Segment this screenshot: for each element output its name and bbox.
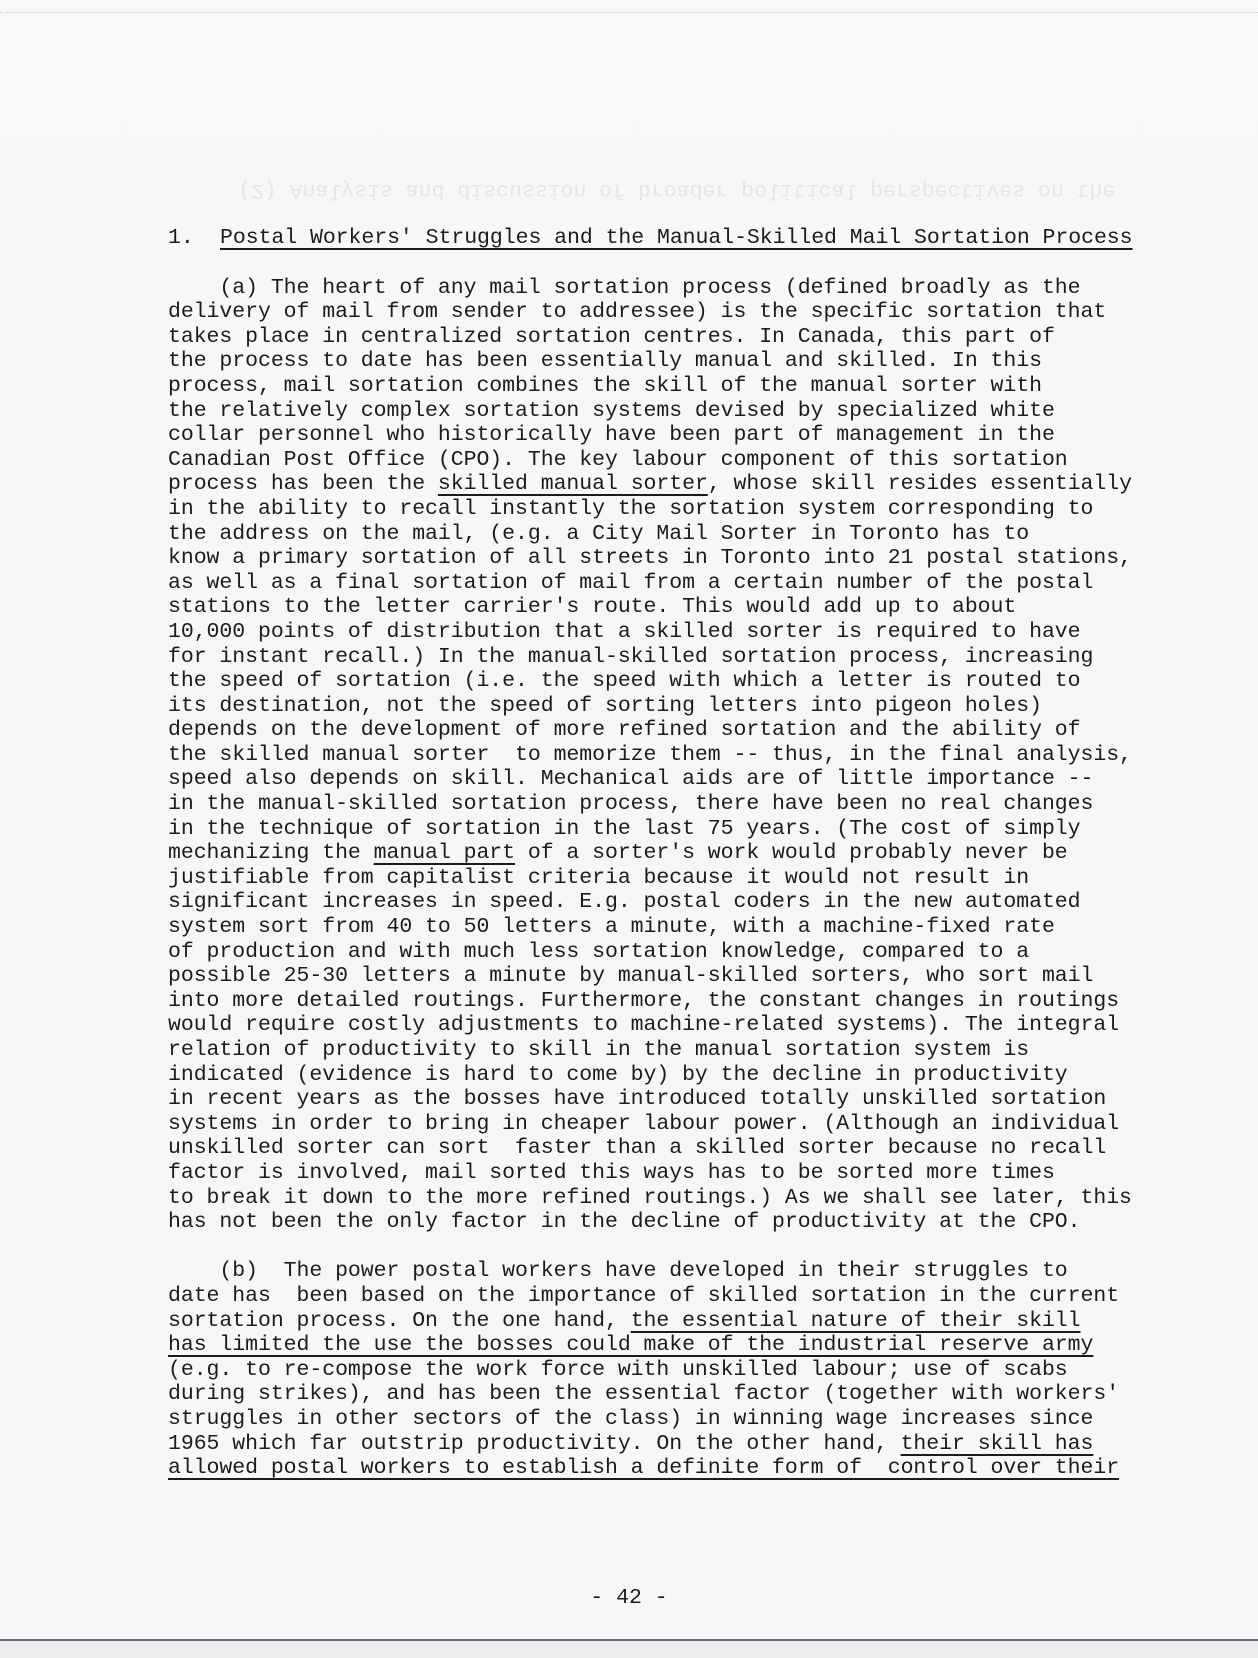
underlined-text: has limited the use the bosses could make of the industrial reserve army (168, 1333, 1094, 1358)
text-segment: would require costly adjustments to machine-related systems). The integral (168, 1013, 1120, 1038)
text-segment: during strikes), and has been the essential factor (together with workers' (168, 1382, 1120, 1407)
section-heading (168, 226, 1168, 251)
text-line (168, 915, 1168, 940)
text-segment: possible 25-30 letters a minute by manual-skilled sorters, who sort mail (168, 964, 1094, 989)
text-line (168, 522, 1168, 547)
text-line (168, 718, 1168, 743)
text-line (168, 325, 1168, 350)
text-line (168, 1309, 1168, 1334)
text-line (168, 349, 1168, 374)
text-segment: the speed of sortation (i.e. the speed with which a letter is routed to (168, 669, 1081, 694)
text-segment: mechanizing the (168, 841, 374, 866)
paragraph-a (168, 276, 1168, 1235)
text-line (168, 546, 1168, 571)
text-line (168, 276, 1168, 301)
text-segment: 10,000 points of distribution that a skilled sorter is required to have (168, 619, 1081, 644)
underlined-text: allowed postal workers to establish a definite form of control over their (168, 1456, 1120, 1481)
text-line (168, 866, 1168, 891)
text-segment: relation of productivity to skill in the manual sortation system is (168, 1038, 1030, 1062)
text-segment: struggles in other sectors of the class) in winning wage increases since (168, 1406, 1094, 1431)
text-segment: its destination, not the speed of sorting letters into pigeon holes) (168, 693, 1042, 718)
text-segment: justifiable from capitalist criteria because it would not result in (168, 865, 1030, 890)
text-line (168, 694, 1168, 719)
text-line (168, 669, 1168, 694)
text-line (168, 1358, 1168, 1383)
text-segment: systems in order to bring in cheaper labour power. (Although an individual (168, 1111, 1120, 1136)
text-line (168, 1333, 1168, 1358)
text-line (168, 595, 1168, 620)
text-segment: as well as a final sortation of mail from a certain number of the postal (168, 570, 1094, 595)
text-segment: factor is involved, mail sorted this ways has to be sorted more times (168, 1160, 1055, 1185)
text-line (168, 1284, 1168, 1309)
text-line (168, 399, 1168, 424)
text-segment: collar personnel who historically have been part of management in the (168, 423, 1055, 448)
text-segment: , whose skill resides essentially (707, 472, 1132, 497)
text-segment: in the manual-skilled sortation process, there have been no real changes (168, 792, 1094, 817)
text-line (168, 767, 1168, 792)
text-segment: know a primary sortation of all streets in Toronto into 21 postal stations, (168, 546, 1132, 571)
text-segment: unskilled sorter can sort faster than a skilled sorter because no recall (168, 1136, 1107, 1161)
text-segment: in the ability to recall instantly the sortation system corresponding to (168, 496, 1094, 521)
paragraph-b (168, 1259, 1168, 1480)
text-segment: the process to date has been essentially manual and skilled. In this (168, 349, 1042, 374)
text-line (168, 645, 1168, 670)
page-bottom-edge (0, 1639, 1258, 1658)
text-line (168, 1186, 1168, 1211)
section-title: Postal Workers' Struggles and the Manual-Skilled Mail Sortation Process (220, 226, 1133, 250)
document-body (168, 226, 1168, 1505)
underlined-text: skilled manual sorter (437, 472, 708, 497)
text-segment: (b) The power postal workers have developed in their struggles to (168, 1259, 1068, 1284)
text-line (168, 472, 1168, 497)
text-segment: has not been the only factor in the decline of productivity at the CPO. (168, 1210, 1081, 1235)
text-line (168, 1038, 1168, 1063)
text-line (168, 423, 1168, 448)
text-line (168, 817, 1168, 842)
text-segment: depends on the development of more refined sortation and the ability of (168, 718, 1081, 743)
text-line (168, 1136, 1168, 1161)
text-line (168, 1087, 1168, 1112)
text-line (168, 890, 1168, 915)
text-line (168, 571, 1168, 596)
text-segment: 1965 which far outstrip productivity. On the other hand, (168, 1431, 901, 1456)
text-segment: the relatively complex sortation systems devised by specialized white (168, 398, 1055, 423)
text-segment: of production and with much less sortation knowledge, compared to a (168, 939, 1030, 964)
text-segment: Canadian Post Office (CPO). The key labour component of this sortation (168, 447, 1068, 472)
text-segment: in the technique of sortation in the last 75 years. (The cost of simply (168, 816, 1081, 841)
text-segment: to break it down to the more refined routings.) As we shall see later, this (168, 1185, 1132, 1210)
text-line (168, 448, 1168, 473)
text-line (168, 1432, 1168, 1457)
text-segment: significant increases in speed. E.g. postal coders in the new automated (168, 890, 1081, 915)
text-line (168, 792, 1168, 817)
text-line (168, 374, 1168, 399)
text-line (168, 841, 1168, 866)
text-segment: the address on the mail, (e.g. a City Mail Sorter in Toronto has to (168, 521, 1030, 546)
text-segment: date has been based on the importance of skilled sortation in the current (168, 1283, 1120, 1308)
text-segment: (e.g. to re-compose the work force with unskilled labour; use of scabs (168, 1357, 1068, 1382)
text-segment: the skilled manual sorter to memorize them -- thus, in the final analysis, (168, 742, 1132, 767)
text-line (168, 1259, 1168, 1284)
text-segment: process, mail sortation combines the skill of the manual sorter with (168, 373, 1042, 398)
page-top-edge (0, 12, 1258, 14)
underlined-text: their skill has (900, 1431, 1094, 1456)
text-segment: (a) The heart of any mail sortation process (defined broadly as the (168, 275, 1081, 300)
text-segment: of a sorter's work would probably never be (515, 841, 1068, 866)
text-segment: delivery of mail from sender to addressee) is the specific sortation that (168, 300, 1107, 325)
text-segment: in recent years as the bosses have introduced totally unskilled sortation (168, 1087, 1107, 1112)
text-segment: indicated (evidence is hard to come by) by the decline in productivity (168, 1062, 1068, 1087)
text-line (168, 1013, 1168, 1038)
page-number: - 42 - (590, 1586, 668, 1610)
text-line (168, 1063, 1168, 1088)
text-segment: takes place in centralized sortation centres. In Canada, this part of (168, 324, 1055, 349)
underlined-text: manual part (373, 841, 516, 866)
text-line (168, 1161, 1168, 1186)
text-line (168, 300, 1168, 325)
text-segment: for instant recall.) In the manual-skilled sortation process, increasing (168, 644, 1094, 669)
text-line (168, 1407, 1168, 1432)
text-segment: speed also depends on skill. Mechanical aids are of little importance -- (168, 767, 1094, 792)
text-line (168, 1210, 1168, 1235)
text-line (168, 1112, 1168, 1137)
text-segment: system sort from 40 to 50 letters a minute, with a machine-fixed rate (168, 915, 1055, 940)
text-line (168, 989, 1168, 1014)
text-line (168, 1456, 1168, 1481)
text-line (168, 497, 1168, 522)
text-line (168, 940, 1168, 965)
text-segment: into more detailed routings. Furthermore, the constant changes in routings (168, 988, 1120, 1013)
text-line (168, 1382, 1168, 1407)
underlined-text: the essential nature of their skill (630, 1308, 1081, 1333)
text-line (168, 743, 1168, 768)
text-segment: stations to the letter carrier's route. This would add up to about (168, 595, 1017, 620)
text-line (168, 964, 1168, 989)
text-segment: process has been the (168, 472, 438, 497)
bleed-through-text: (2) Analysis and discussion of broader political perspectives on the (238, 178, 1116, 202)
text-segment: sortation process. On the one hand, (168, 1308, 631, 1333)
section-number: 1. (168, 226, 194, 250)
text-line (168, 620, 1168, 645)
